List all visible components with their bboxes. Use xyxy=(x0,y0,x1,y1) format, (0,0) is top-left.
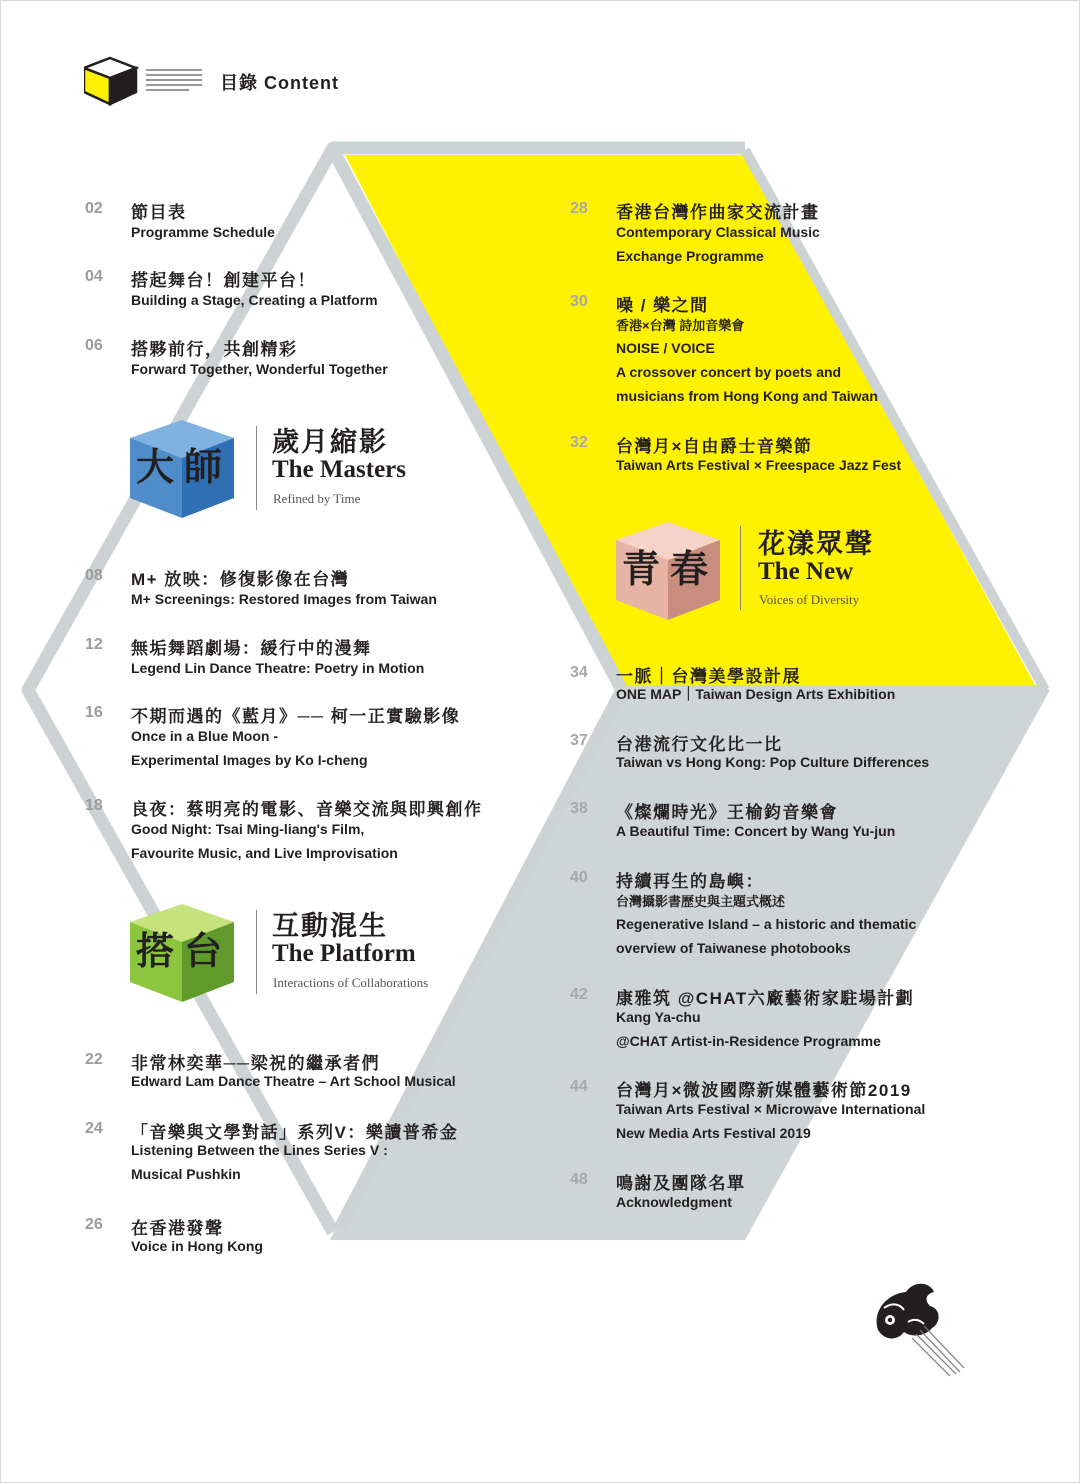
entry-title-en: New Media Arts Festival 2019 xyxy=(616,1125,811,1141)
entry-title-zh: 康雅筑 @CHAT六廠藝術家駐場計劃 xyxy=(616,989,915,1008)
section-subtitle: Voices of Diversity xyxy=(759,592,860,607)
platform-char-2: 台 xyxy=(184,928,223,973)
entry-title-zh: 台港流行文化比一比 xyxy=(616,735,783,754)
entry-title-en: Legend Lin Dance Theatre: Poetry in Motion xyxy=(131,660,425,676)
entry-title-zh: 持續再生的島嶼： xyxy=(616,872,764,891)
entry-title-en: Voice in Hong Kong xyxy=(131,1238,263,1254)
section-divider xyxy=(256,426,257,510)
entry-title-en: Favourite Music, and Live Improvisation xyxy=(131,845,398,861)
page-number: 48 xyxy=(570,1171,588,1188)
entry-title-zh: 香港台灣作曲家交流計畫 xyxy=(616,203,820,222)
section-divider xyxy=(740,526,741,610)
entry-title-zh: 台灣月×自由爵士音樂節 xyxy=(616,437,813,456)
entry-title-en: Edward Lam Dance Theatre – Art School Musical xyxy=(131,1073,456,1089)
entry-title-en: NOISE / VOICE xyxy=(616,340,715,356)
entry-title-zh: 《燦爛時光》王榆鈞音樂會 xyxy=(616,803,838,822)
section-subtitle: Refined by Time xyxy=(273,491,361,506)
entry-title-en: Regenerative Island – a historic and thematic xyxy=(616,916,917,932)
entry-title-en: M+ Screenings: Restored Images from Taiwan xyxy=(131,591,437,607)
entry-title-en: overview of Taiwanese photobooks xyxy=(616,940,851,956)
entry-title-en: A crossover concert by poets and xyxy=(616,364,842,380)
platform-cube-icon xyxy=(128,902,236,1004)
page-number: 04 xyxy=(85,268,103,285)
entry-title-en: @CHAT Artist-in-Residence Programme xyxy=(616,1033,881,1049)
page-number: 18 xyxy=(85,797,103,814)
new-char-2: 春 xyxy=(670,546,709,591)
entry-title-zh: 「音樂與文學對話」系列V：樂讀普希金 xyxy=(131,1123,459,1142)
entry-title-en: Taiwan Arts Festival × Microwave International xyxy=(616,1101,926,1117)
page-number: 37 xyxy=(570,732,588,749)
page-number: 44 xyxy=(570,1078,588,1095)
page-number: 06 xyxy=(85,337,103,354)
entry-title-zh: M+ 放映：修復影像在台灣 xyxy=(131,570,350,589)
page-number: 28 xyxy=(570,200,588,217)
masters-cube-icon xyxy=(128,418,236,520)
entry-title-en: Programme Schedule xyxy=(131,224,275,240)
entry-title-zh: 搭起舞台！創建平台！ xyxy=(131,271,316,290)
entry-title-en: Kang Ya-chu xyxy=(616,1009,701,1025)
entry-title-en: Forward Together, Wonderful Together xyxy=(131,361,388,377)
section-title-en: The Platform xyxy=(272,940,416,967)
page-number: 32 xyxy=(570,434,588,451)
page-number: 40 xyxy=(570,869,588,886)
page-number: 08 xyxy=(85,567,103,584)
page-number: 42 xyxy=(570,986,588,1003)
entry-title-en: Building a Stage, Creating a Platform xyxy=(131,292,378,308)
entry-title-en: Exchange Programme xyxy=(616,248,764,264)
creature-mascot-icon xyxy=(868,1278,968,1378)
section-new xyxy=(614,520,874,627)
page-number: 38 xyxy=(570,800,588,817)
section-title-en: The Masters xyxy=(272,456,406,483)
entry-title-zh: 無垢舞蹈劇場：緩行中的漫舞 xyxy=(131,639,372,658)
entry-title-en: Musical Pushkin xyxy=(131,1166,241,1182)
page-number: 16 xyxy=(85,704,103,721)
entry-title-zh: 非常林奕華──梁祝的繼承者們 xyxy=(131,1054,381,1073)
page-number: 12 xyxy=(85,636,103,653)
entry-title-en: Contemporary Classical Music xyxy=(616,224,820,240)
page-number: 22 xyxy=(85,1051,103,1068)
entry-subtitle-zh: 台灣攝影書歷史與主題式概述 xyxy=(616,894,786,909)
entry-title-zh: 台灣月×微波國際新媒體藝術節2019 xyxy=(616,1081,912,1100)
entry-title-en: musicians from Hong Kong and Taiwan xyxy=(616,388,878,404)
entry-title-en: A Beautiful Time: Concert by Wang Yu-jun xyxy=(616,823,896,839)
entry-title-en: Listening Between the Lines Series V : xyxy=(131,1142,388,1158)
entry-title-en: Taiwan Arts Festival × Freespace Jazz Fest xyxy=(616,457,902,473)
entry-title-zh: 鳴謝及團隊名單 xyxy=(616,1174,746,1193)
page-number: 24 xyxy=(85,1120,103,1137)
page-number: 30 xyxy=(570,293,588,310)
entry-title-zh: 一脈｜台灣美學設計展 xyxy=(616,667,801,686)
masters-char-1: 大 xyxy=(136,444,175,489)
section-divider xyxy=(256,910,257,994)
page-title: 目錄 Content xyxy=(220,73,339,93)
masters-char-2: 師 xyxy=(184,444,223,489)
entry-title-zh: 噪 / 樂之間 xyxy=(616,296,709,315)
new-char-1: 青 xyxy=(622,546,661,591)
section-masters xyxy=(128,418,406,525)
section-title-zh: 花漾眾聲 xyxy=(758,529,874,559)
section-title-en: The New xyxy=(758,558,854,585)
entry-title-zh: 良夜：蔡明亮的電影、音樂交流與即興創作 xyxy=(131,800,483,819)
new-cube-icon xyxy=(614,520,722,622)
section-title-zh: 互動混生 xyxy=(272,911,388,941)
page-number: 02 xyxy=(85,200,103,217)
entry-title-en: Good Night: Tsai Ming-liang's Film, xyxy=(131,821,365,837)
platform-char-1: 搭 xyxy=(136,928,175,973)
entry-title-en: Experimental Images by Ko I-cheng xyxy=(131,752,368,768)
entry-title-zh: 節目表 xyxy=(131,203,187,222)
section-platform xyxy=(128,902,429,1009)
entry-title-en: Once in a Blue Moon - xyxy=(131,728,279,744)
page-number: 26 xyxy=(85,1216,103,1233)
page-number: 34 xyxy=(570,664,588,681)
entry-title-zh: 搭夥前行，共創精彩 xyxy=(131,340,298,359)
entry-title-en: Taiwan vs Hong Kong: Pop Culture Differences xyxy=(616,754,930,770)
cube-logo-icon xyxy=(84,56,214,106)
section-subtitle: Interactions of Collaborations xyxy=(273,975,429,990)
entry-title-zh: 不期而遇的《藍月》── 柯一正實驗影像 xyxy=(131,707,461,726)
entry-subtitle-zh: 香港×台灣 詩加音樂會 xyxy=(616,318,745,333)
entry-title-en: ONE MAP｜Taiwan Design Arts Exhibition xyxy=(616,686,896,702)
entry-title-zh: 在香港發聲 xyxy=(131,1219,224,1238)
section-title-zh: 歲月縮影 xyxy=(272,427,388,457)
entry-title-en: Acknowledgment xyxy=(616,1194,732,1210)
